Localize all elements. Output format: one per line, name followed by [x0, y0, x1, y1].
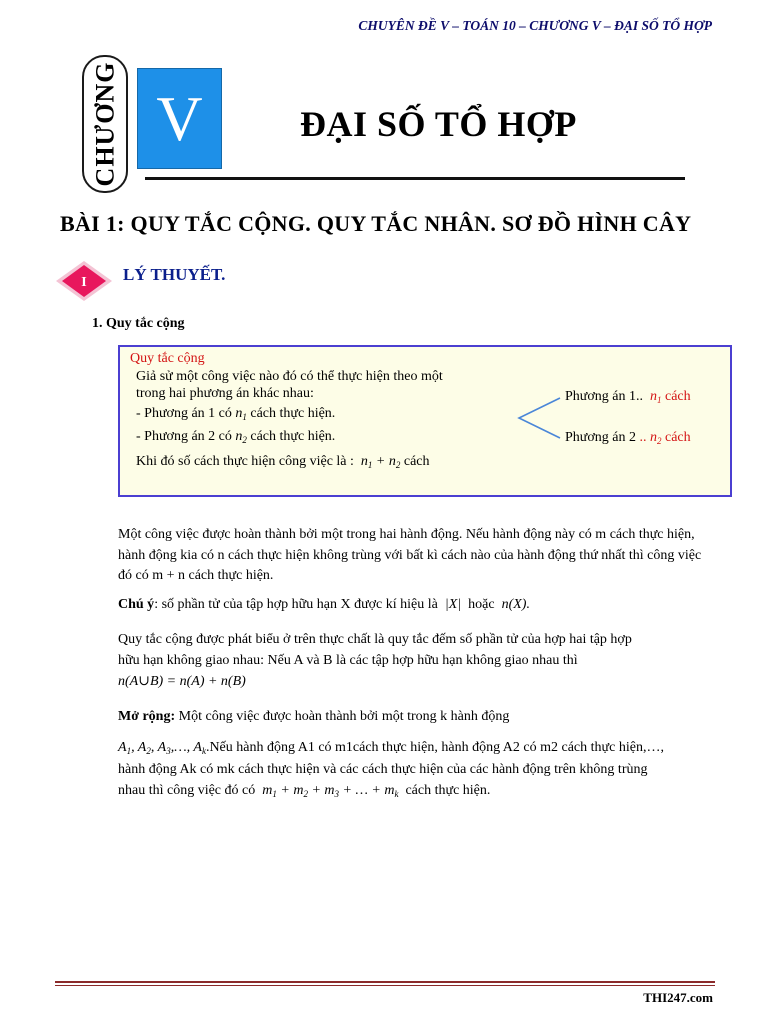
branch1-label: Phương án 1..	[565, 389, 643, 404]
paragraph-3-line-2: hữu hạn không giao nhau: Nếu A và B là các tập hợp hữu hạn không giao nhau thì	[118, 653, 578, 668]
extension-heading	[118, 707, 718, 728]
rule-line-2: trong hai phương án khác nhau:	[136, 386, 314, 401]
actions-list: $A_1$, $A_2$, $A_3,\dots$, $A_k$	[118, 740, 206, 756]
branch2-label: Phương án 2	[565, 430, 636, 445]
note-paragraph	[118, 595, 718, 616]
note-text: : số phần tử của tập hợp hữu hạn X được kí hiệu là	[154, 597, 438, 612]
footer-rule	[55, 981, 715, 983]
note-or: hoặc	[468, 597, 495, 612]
option2-suffix: cách thực hiện.	[250, 429, 336, 444]
sub-heading: 1. Quy tắc cộng	[92, 316, 185, 331]
branch2-unit: cách	[665, 430, 691, 445]
extension-line-4-suffix: cách thực hiện.	[405, 783, 491, 798]
paragraph-1: Một công việc được hoàn thành bởi một trong hai hành động. Nếu hành động này có m cách thực hiện, hành động kia có n cách thực hiện không trùng với bất kì cách nào của hành động thứ nhất thì công việc đó có m + n cách thực hiện.	[118, 527, 702, 583]
footer-site-name: THI247.com	[643, 990, 713, 1005]
n2-symbol: $n_2$	[235, 429, 247, 445]
chapter-number: V	[156, 82, 203, 154]
section-marker-icon	[52, 258, 116, 304]
rule-box	[118, 345, 732, 497]
chapter-label-box	[82, 55, 128, 193]
extension-line-3: hành động Ak có mk cách thực hiện và các cách thực hiện của các hành động trên không trùng	[118, 762, 648, 777]
extension-line-2	[118, 738, 718, 762]
option1-suffix: cách thực hiện.	[250, 406, 336, 421]
paragraph-3-line-1: Quy tắc cộng được phát biểu ở trên thực chất là quy tắc đếm số phần tử của hợp hai tập hợp	[118, 632, 632, 647]
cardinality-abs: |X|	[441, 597, 465, 612]
option2-prefix: - Phương án 2 có	[136, 429, 232, 444]
branch1-n: $n_1$	[650, 389, 662, 405]
n1-symbol: $n_1$	[235, 406, 247, 422]
rule-option-2	[136, 429, 335, 445]
extension-line-4-prefix: nhau thì công việc đó có	[118, 783, 256, 798]
sum-formula: $m_1 + m_2 + m_3$ + … + $m_k$	[258, 783, 399, 799]
page-header: CHUYÊN ĐỀ V – TOÁN 10 – CHƯƠNG V – ĐẠI SỐ TỔ HỢP	[358, 18, 712, 33]
cardinality-n: n(X).	[498, 597, 530, 612]
extension-line-2-text: .Nếu hành động A1 có m1cách thực hiện, hành động A2 có m2 cách thực hiện,…,	[205, 740, 664, 755]
total-prefix: Khi đó số cách thực hiện công việc là :	[136, 454, 354, 469]
union-formula: n(A∪B) = n(A) + n(B)	[118, 674, 246, 689]
rule-line-1: Giả sử một công việc nào đó có thể thực hiện theo một	[136, 369, 443, 384]
lesson-title: BÀI 1: QUY TẮC CỘNG. QUY TẮC NHÂN. SƠ ĐỒ HÌNH CÂY	[60, 211, 692, 236]
section-marker: I	[81, 275, 87, 290]
rule-option-1	[136, 406, 335, 422]
chapter-title: ĐẠI SỐ TỔ HỢP	[300, 104, 577, 144]
extension-line-4	[118, 781, 718, 805]
extension-label: Mở rộng:	[118, 709, 176, 724]
extension-text: Một công việc được hoàn thành bởi một trong k hành động	[178, 709, 510, 724]
branch2-dots: ..	[639, 430, 647, 445]
note-label: Chú ý	[118, 597, 155, 612]
branch-option-2	[565, 430, 691, 446]
chapter-label: CHƯƠNG	[90, 61, 120, 187]
title-underline	[145, 177, 685, 180]
rule-total	[136, 454, 430, 470]
total-formula: $n_1 + n_2$	[360, 454, 401, 470]
section-label: LÝ THUYẾT.	[123, 265, 226, 284]
option1-prefix: - Phương án 1 có	[136, 406, 232, 421]
branch-option-1	[565, 389, 691, 405]
branch1-unit: cách	[665, 389, 691, 404]
rule-box-title: Quy tắc cộng	[130, 351, 205, 366]
footer-rule-thin	[55, 985, 715, 986]
branch-diagram-icon	[516, 395, 566, 441]
total-suffix: cách	[403, 454, 430, 469]
branch2-n: $n_2$	[650, 430, 662, 446]
chapter-number-box	[137, 68, 222, 169]
